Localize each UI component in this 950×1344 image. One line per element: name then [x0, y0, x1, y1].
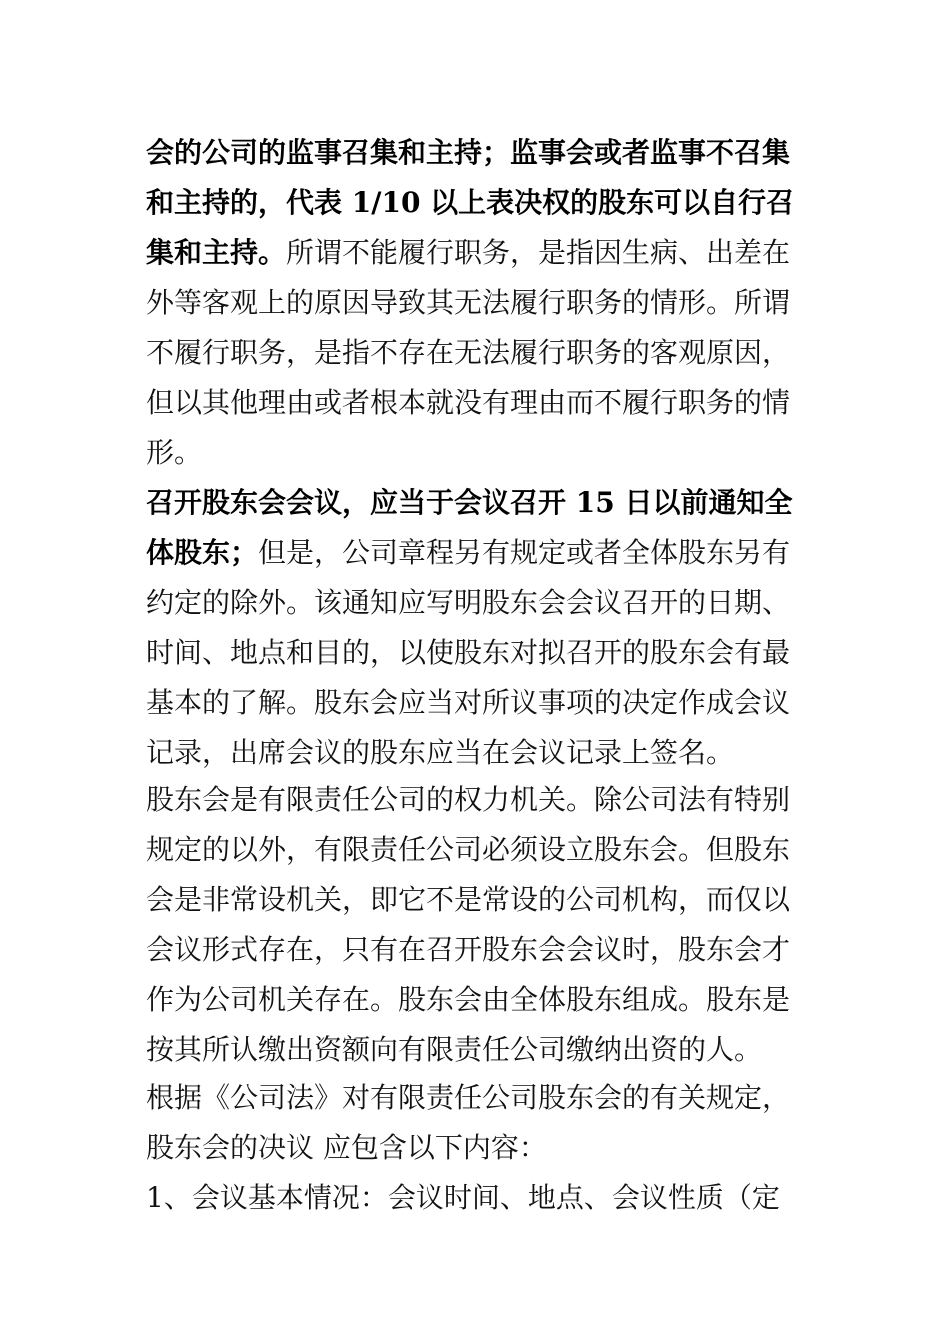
- body-text: 按其所认缴出资额向有限责任公司缴纳出资的人。: [146, 1033, 763, 1066]
- body-text: 约定的除外。该通知应写明股东会会议召开的日期、: [146, 586, 791, 619]
- text-line: [146, 925, 790, 975]
- body-text: 1、会议基本情况：会议时间、地点、会议性质（定: [146, 1181, 780, 1214]
- text-line: [146, 678, 790, 728]
- body-text: 基本的了解。股东会应当对所议事项的决定作成会议: [146, 686, 791, 719]
- body-text: 所谓不能履行职务，是指因生病、出差在: [286, 236, 791, 269]
- bold-text: 集和主持。: [146, 236, 287, 269]
- text-line: [146, 428, 202, 478]
- text-line: [146, 578, 790, 628]
- text-line: [146, 825, 790, 875]
- text-line: [146, 1025, 762, 1075]
- text-line: [146, 1073, 790, 1123]
- body-text: 不履行职务，是指不存在无法履行职务的客观原因，: [146, 336, 791, 369]
- text-line: [146, 328, 790, 378]
- text-line: [146, 478, 792, 528]
- body-text: 时间、地点和目的，以使股东对拟召开的股东会有最: [146, 636, 791, 669]
- bold-text: 召开股东会会议，应当于会议召开 15 日以前通知全: [146, 486, 793, 519]
- body-text: 但以其他理由或者根本就没有理由而不履行职务的情: [146, 386, 791, 419]
- text-line: [146, 528, 790, 578]
- bold-text: 体股东；: [146, 536, 259, 569]
- text-line: [146, 728, 734, 778]
- body-text: 但是，公司章程另有规定或者全体股东另有: [258, 536, 791, 569]
- body-text: 规定的以外，有限责任公司必须设立股东会。但股东: [146, 833, 791, 866]
- body-text: 根据《公司法》对有限责任公司股东会的有关规定，: [146, 1081, 791, 1114]
- body-text: 会是非常设机关，即它不是常设的公司机构，而仅以: [146, 883, 791, 916]
- body-text: 股东会是有限责任公司的权力机关。除公司法有特别: [146, 783, 791, 816]
- body-text: 作为公司机关存在。股东会由全体股东组成。股东是: [146, 983, 791, 1016]
- text-line: [146, 775, 790, 825]
- text-line: [146, 1123, 547, 1173]
- body-text: 会议形式存在，只有在召开股东会会议时，股东会才: [146, 933, 791, 966]
- body-text: 形。: [146, 436, 203, 469]
- text-line: [146, 228, 790, 278]
- body-text: 外等客观上的原因导致其无法履行职务的情形。所谓: [146, 286, 791, 319]
- bold-text: 会的公司的监事召集和主持；监事会或者监事不召集: [146, 136, 791, 169]
- text-line: [146, 1173, 780, 1223]
- text-line: [146, 975, 790, 1025]
- body-text: 股东会的决议 应包含以下内容：: [146, 1131, 547, 1164]
- bold-text: 和主持的，代表 1/10 以上表决权的股东可以自行召: [146, 186, 795, 219]
- text-line: [146, 875, 790, 925]
- body-text: 记录，出席会议的股东应当在会议记录上签名。: [146, 736, 735, 769]
- text-line: [146, 178, 794, 228]
- text-line: [146, 128, 790, 178]
- text-line: [146, 378, 790, 428]
- text-line: [146, 278, 790, 328]
- text-line: [146, 628, 790, 678]
